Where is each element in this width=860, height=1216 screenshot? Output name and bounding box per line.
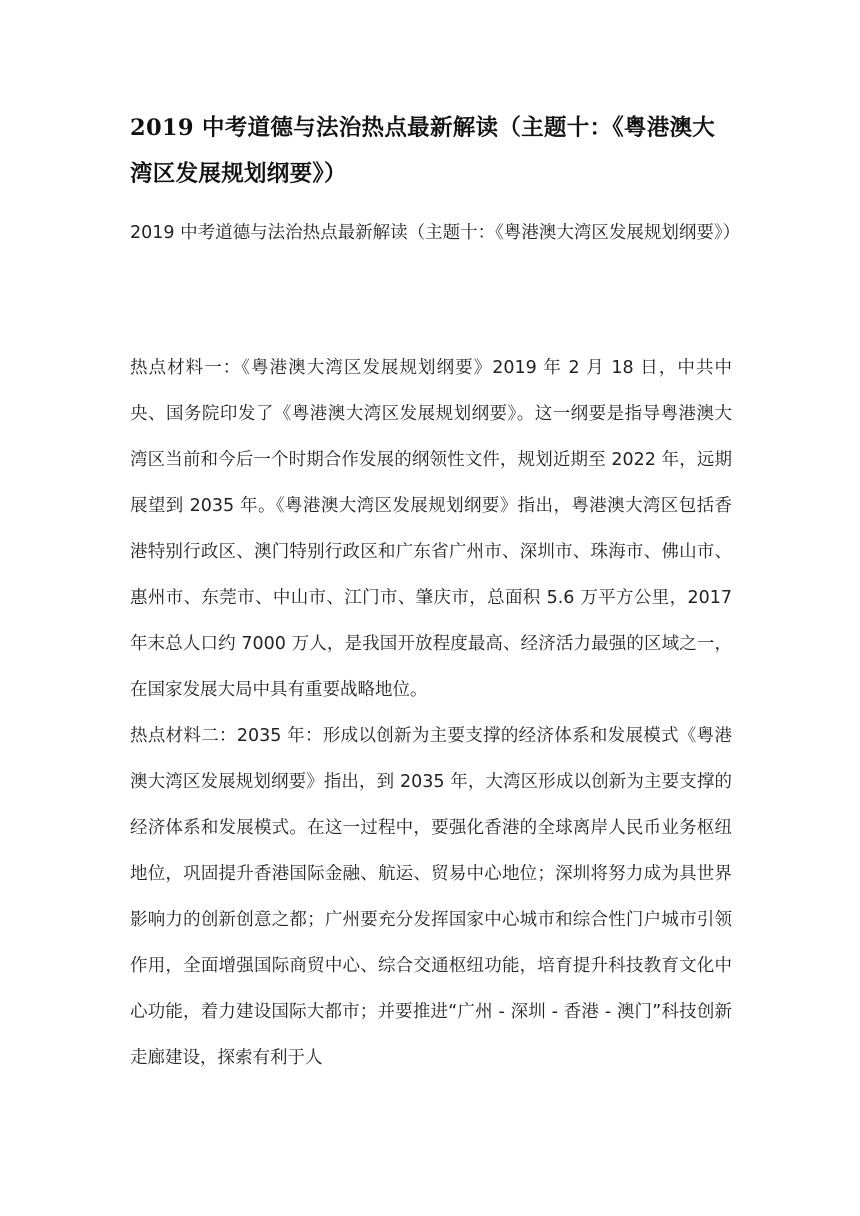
paragraph-material-one: 热点材料一：《粤港澳大湾区发展规划纲要》2019 年 2 月 18 日，中共中央、国务院印发了《粤港澳大湾区发展规划纲要》。这一纲要是指导粤港澳大湾区当前和今后一个时期合作发展的纲领性文件，规划近期至 2022 年，远期展望到 2035 年。《粤港澳大湾区发展规划纲要》指出，粤港澳大湾区包括香港特别行政区、澳门特别行政区和广东省广州市、深圳市、珠海市、佛山市、惠州市、东莞市、中山市、江门市、肇庆市，总面积 5.6 万平方公里，2017 年末总人口约 7000 万人，是我国开放程度最高、经济活力最强的区域之一，在国家发展大局中具有重要战略地位。 [130,358,732,700]
document-title: 2019 中考道德与法治热点最新解读（主题十：《粤港澳大湾区发展规划纲要》） [130,115,716,187]
document-body [130,345,732,1081]
document-subtitle: 2019 中考道德与法治热点最新解读（主题十：《粤港澳大湾区发展规划纲要》） [130,223,741,243]
paragraph-material-two: 热点材料二：2035 年：形成以创新为主要支撑的经济体系和发展模式《粤港澳大湾区发展规划纲要》指出，到 2035 年，大湾区形成以创新为主要支撑的经济体系和发展模式。在这一过程中，要强化香港的全球离岸人民币业务枢纽地位，巩固提升香港国际金融、航运、贸易中心地位；深圳将努力成为具世界影响力的创新创意之都；广州要充分发挥国家中心城市和综合性门户城市引领作用，全面增强国际商贸中心、综合交通枢纽功能，培育提升科技教育文化中心功能，着力建设国际大都市；并要推进“广州 - 深圳 - 香港 - 澳门”科技创新走廊建设，探索有利于人 [130,726,732,1068]
